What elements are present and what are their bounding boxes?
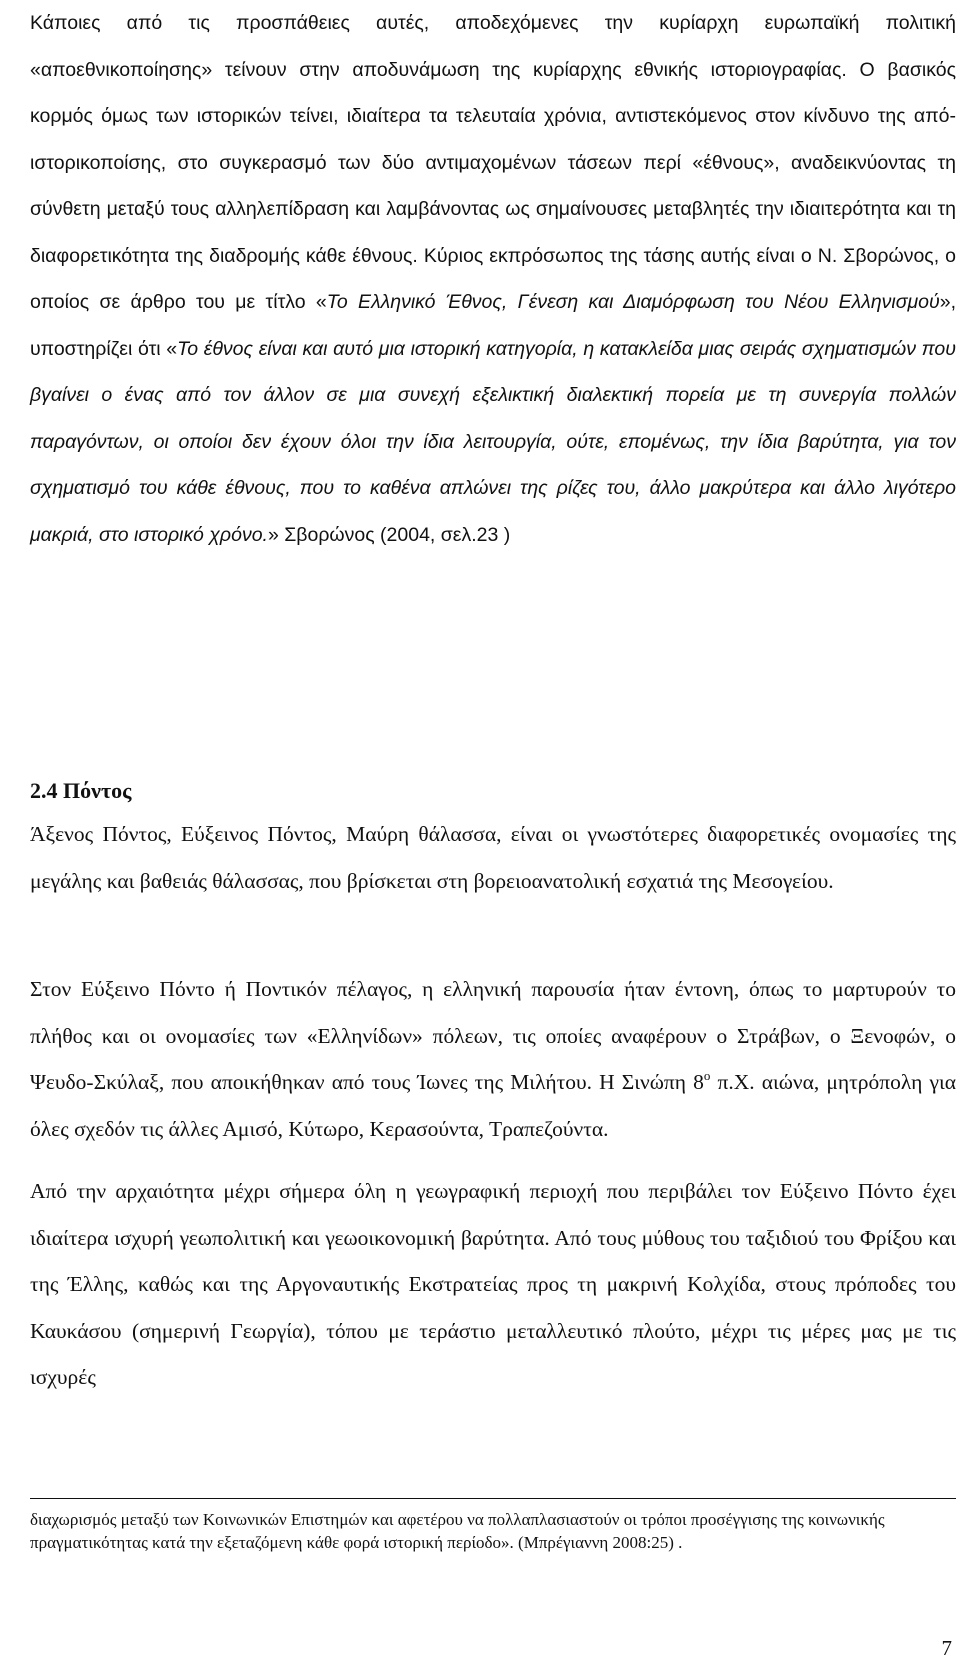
page-number: 7 (941, 1636, 952, 1660)
paragraph-names: Άξενος Πόντος, Εύξεινος Πόντος, Μαύρη θάλασσα, είναι οι γνωστότερες διαφορετικές ονομασίες της μεγάλης και βαθειάς θάλασσας, που βρίσκεται στη βορειοανατολική εσχατιά της Μεσογείου. (30, 822, 956, 893)
citation: » Σβορώνος (2004, σελ.23 ) (267, 523, 511, 546)
footnote-divider (30, 1498, 956, 1499)
article-title: Το Ελληνικό Έθνος, Γένεση και Διαμόρφωση του Νέου Ελληνισμού (326, 291, 940, 313)
paragraph-geopolitics: Από την αρχαιότητα μέχρι σήμερα όλη η γεωγραφική περιοχή που περιβάλει τον Εύξεινο Πόντο έχει ιδιαίτερα ισχυρή γεωπολιτική και γεωοικονομική βαρύτητα. Από τους μύθους του ταξιδιού του Φρίξου και της Έλλης, καθώς και της Αργοναυτικής Εκστρατείας προς τη μακρινή Κολχίδα, στους πρόποδες του Καυκάσου (σημερινή Γεωργία), τόπου με τεράστιο μεταλλευτικό πλούτο, μέχρι τις μέρες μας με τις ισχυρές (30, 1179, 956, 1389)
paragraph-text: », υποστηρίζει ότι « (30, 291, 957, 360)
section-heading: 2.4 Πόντος (30, 778, 132, 803)
paragraph-text: Κάποιες από τις προσπάθειες αυτές, αποδεχόμενες την κυρίαρχη ευρωπαϊκή πολιτική «αποεθνικοποίησης» τείνουν στην αποδυνάμωση της κυρίαρχης εθνικής ιστοριογραφίας. Ο βασικός κορμός όμως των ιστορικών τείνει, ιδιαίτερα τα τελευταία χρόνια, αντιστεκόμενος στον κίνδυνο της από-ιστορικοποίσης, στο συγκερασμό των δύο αντιμαχομένων τάσεων περί «έθνους», αναδεικνύοντας τη σύνθετη μεταξύ τους αλληλεπίδραση και λαμβάνοντας ως σημαίνουσες μεταβλητές την ιδιαιτερότητα και τη διαφορετικότητα της διαδρομής κάθε έθνους. Κύριος εκπρόσωπος της τάσης αυτής είναι ο Ν. Σβορώνος, ο οποίος σε άρθρο του με τίτλο « (30, 12, 956, 313)
superscript: ο (703, 1068, 711, 1083)
paragraph-text: Στον Εύξεινο Πόντο ή Ποντικόν πέλαγος, η ελληνική παρουσία ήταν έντονη, όπως το μαρτυρούν το πλήθος και οι ονομασίες των «Ελληνίδων» πόλεων, τις οποίες αναφέρουν ο Στράβων, ο Ξενοφών, ο Ψευδο-Σκύλαξ, που αποικήθηκαν από τους Ίωνες της Μιλήτου. Η Σινώπη 8 (30, 977, 956, 1094)
paragraph-historiography (30, 0, 956, 558)
paragraph-text: π.Χ. αιώνα, μητρόπολη για όλες σχεδόν τις άλλες Αμισό, Κύτωρο, Κερασούντα, Τραπεζούντα. (30, 1070, 957, 1141)
quotation: Το έθνος είναι και αυτό μια ιστορική κατηγορία, η κατακλείδα μιας σειράς σχηματισμών που βγαίνει ο ένας από τον άλλον σε μια συνεχή εξελικτική διαλεκτική πορεία με τη συνεργία πολλών παραγόντων, οι οποίοι δεν έχουν όλοι την ίδια λειτουργία, ούτε, επομένως, την ίδια βαρύτητα, για τον σχηματισμό του κάθε έθνους, που το καθένα απλώνει της ρίζες του, άλλο μακρύτερα και άλλο λιγότερο μακριά, στο ιστορικό χρόνο. (30, 337, 956, 546)
paragraph-greek-presence (30, 966, 956, 1152)
footnote: διαχωρισμός μεταξύ των Κοινωνικών Επιστημών και αφετέρου να πολλαπλασιαστούν οι τρόποι προσέγγισης της κοινωνικής πραγματικότητας κατά την εξεταζόμενη κάθε φορά ιστορική περίοδο». (Μπρέγιαννη 2008:25) . (30, 1510, 885, 1552)
